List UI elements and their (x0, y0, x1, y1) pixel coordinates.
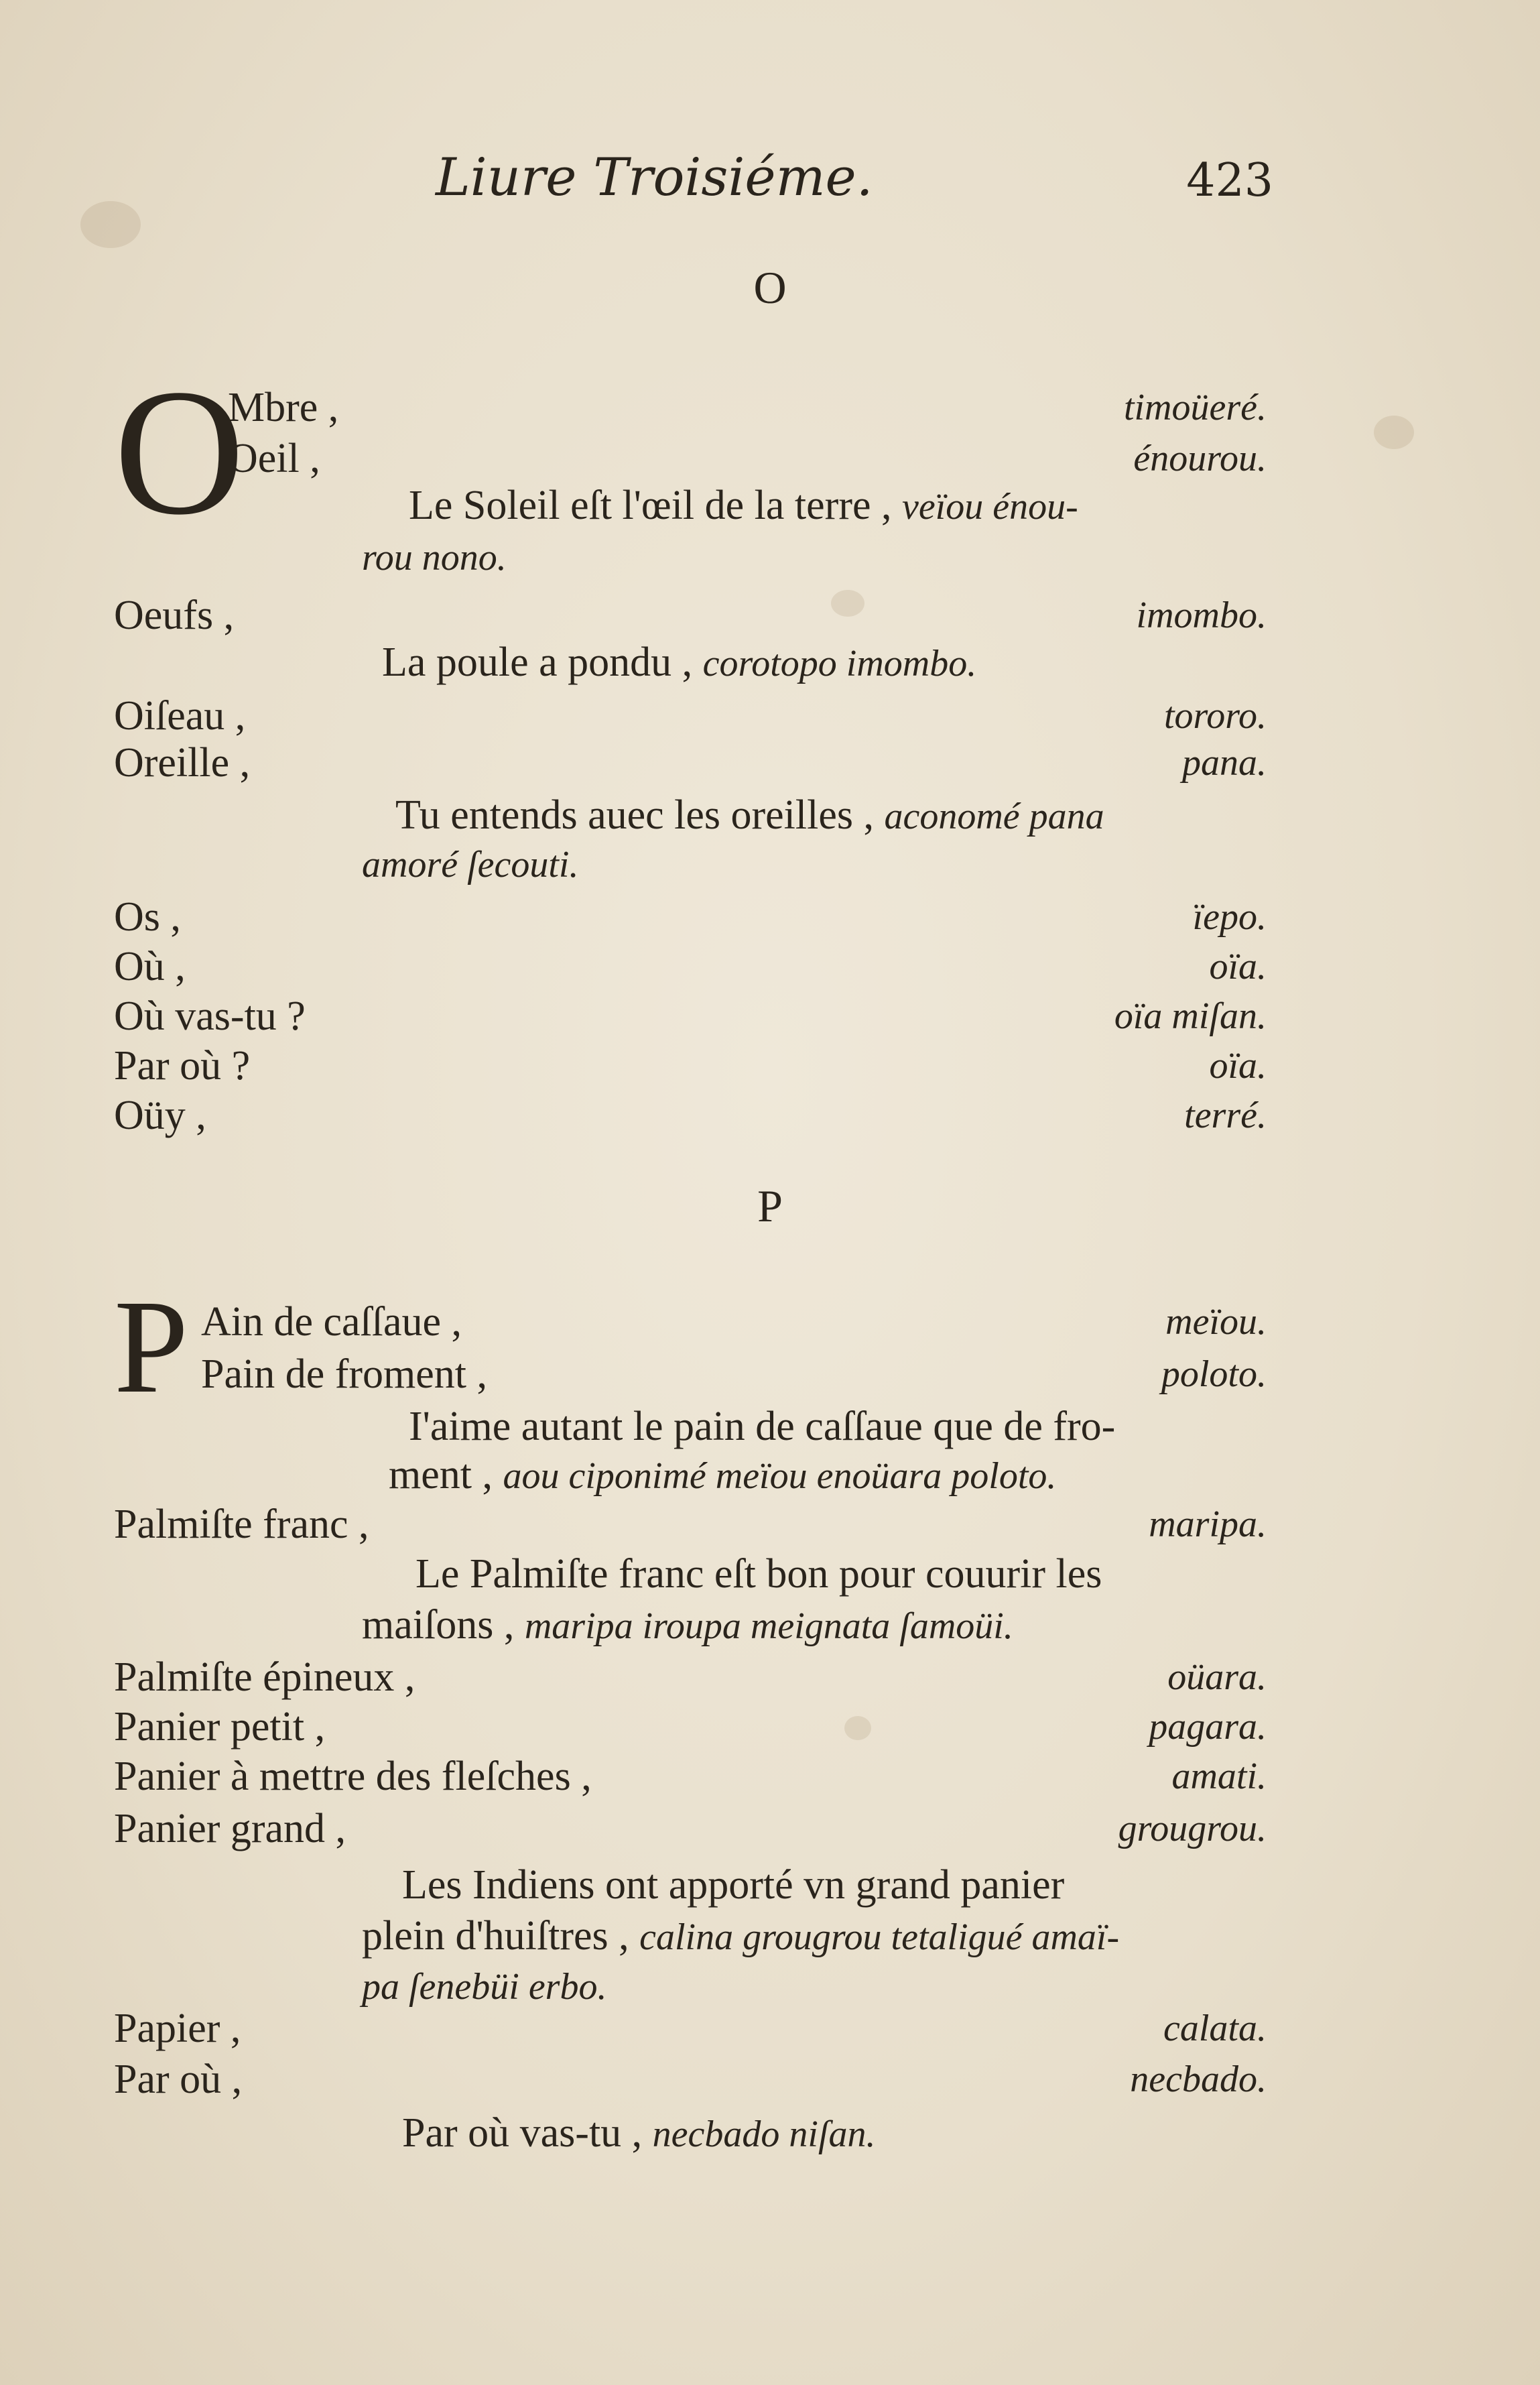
section-heading-o: O (753, 262, 787, 313)
french-term: Oeufs , (114, 593, 235, 638)
example-galibi: aou ciponimé meïou enoüara poloto. (503, 1455, 1057, 1497)
galibi-term: énourou. (1133, 438, 1267, 479)
french-term: Ain de caſſaue , (201, 1299, 462, 1345)
entry-line (114, 2054, 1267, 2105)
galibi-term: oïa. (1209, 946, 1267, 987)
galibi-term: pana. (1182, 742, 1267, 784)
french-term: Os , (114, 894, 181, 940)
entry-line (201, 1296, 1267, 1347)
example-sentence (409, 480, 1313, 532)
example-galibi: amoré ſecouti. (362, 844, 579, 885)
example-sentence (402, 2107, 1307, 2160)
entry-line (114, 1751, 1267, 1802)
example-french: Le Palmiſte franc eſt bon pour couurir les (415, 1551, 1102, 1597)
entry-line (114, 892, 1267, 942)
galibi-term: timoüeré. (1123, 387, 1267, 428)
example-continuation (362, 531, 1267, 583)
page-header (402, 147, 1273, 221)
example-galibi: maripa iroupa meignata ſamoüi. (524, 1605, 1013, 1647)
example-french: Le Soleil eſt l'œil de la terre , (409, 483, 892, 528)
french-term: Où , (114, 944, 186, 989)
galibi-term: terré. (1184, 1095, 1267, 1136)
french-term: Oeil , (228, 436, 320, 481)
example-continuation (389, 1449, 1293, 1502)
galibi-term: oüara. (1167, 1656, 1267, 1698)
entry-line (114, 941, 1267, 992)
galibi-term: tororo. (1164, 695, 1267, 737)
entry-line (114, 1803, 1267, 1854)
entry-line (114, 991, 1267, 1042)
entry-line (228, 382, 1267, 433)
drop-cap-p: P (114, 1273, 189, 1421)
example-sentence (382, 637, 1287, 689)
galibi-term: amati. (1171, 1756, 1267, 1797)
example-french: La poule a pondu , (382, 639, 693, 685)
entry-line (114, 2003, 1267, 2054)
example-galibi: necbado niſan. (652, 2114, 876, 2155)
entry-line (201, 1349, 1267, 1400)
entry-line (114, 1499, 1267, 1550)
french-term: Palmiſte franc , (114, 1502, 369, 1547)
galibi-term: grougrou. (1118, 1808, 1267, 1849)
page-number: 423 (1186, 154, 1273, 207)
example-galibi: corotopo imombo. (702, 643, 977, 684)
example-french: Par où vas-tu , (402, 2110, 643, 2156)
paper-stain (1374, 416, 1414, 449)
example-french: plein d'huiſtres , (362, 1913, 629, 1959)
example-sentence (415, 1548, 1320, 1599)
galibi-term: pagara. (1149, 1706, 1267, 1748)
example-continuation (362, 838, 1267, 890)
entry-line (228, 433, 1267, 484)
example-french: maiſons , (362, 1602, 515, 1648)
french-term: Panier grand , (114, 1806, 346, 1851)
french-term: Oiſeau , (114, 693, 246, 739)
french-term: Oüy , (114, 1093, 206, 1138)
example-galibi: pa ſenebüi erbo. (362, 1966, 607, 2008)
galibi-term: maripa. (1149, 1504, 1267, 1545)
paper-stain (80, 201, 141, 248)
galibi-term: oïa miſan. (1114, 995, 1267, 1037)
example-sentence (395, 790, 1300, 842)
example-continuation (362, 1910, 1267, 1963)
section-heading-p: P (757, 1180, 783, 1231)
french-term: Où vas-tu ? (114, 993, 306, 1039)
running-title: Liure Troisiéme. (436, 147, 873, 208)
french-term: Panier petit , (114, 1704, 326, 1750)
example-continuation (362, 1599, 1267, 1652)
example-galibi: calina grougrou tetaligué amaï- (639, 1916, 1120, 1958)
french-term: Panier à mettre des fleſches , (114, 1754, 592, 1799)
example-french: ment , (389, 1452, 493, 1497)
drop-cap-o: O (114, 352, 245, 552)
entry-line (114, 590, 1267, 641)
galibi-term: necbado. (1130, 2059, 1267, 2100)
example-sentence (409, 1401, 1313, 1452)
french-term: Palmiſte épineux , (114, 1654, 415, 1700)
example-galibi: rou nono. (362, 537, 507, 578)
entry-line (114, 690, 1267, 741)
example-sentence (402, 1859, 1307, 1910)
french-term: Par où ? (114, 1043, 251, 1089)
galibi-term: poloto. (1161, 1353, 1267, 1395)
french-term: Pain de froment , (201, 1351, 488, 1397)
french-term: Par où , (114, 2057, 243, 2102)
entry-line (114, 1701, 1267, 1752)
french-term: Papier , (114, 2006, 241, 2051)
galibi-term: calata. (1163, 2008, 1267, 2049)
galibi-term: imombo. (1136, 595, 1267, 636)
galibi-term: oïa. (1209, 1045, 1267, 1087)
galibi-term: meïou. (1165, 1301, 1267, 1343)
entry-line (114, 1090, 1267, 1141)
example-french: Tu entends auec les oreilles , (395, 792, 874, 838)
french-term: Mbre , (228, 385, 339, 430)
french-term: Oreille , (114, 740, 251, 786)
galibi-term: ïepo. (1192, 896, 1267, 938)
entry-line (114, 1040, 1267, 1091)
example-french: Les Indiens ont apporté vn grand panier (402, 1862, 1065, 1908)
example-galibi: aconomé pana (884, 796, 1104, 837)
entry-line (114, 737, 1267, 788)
example-french: I'aime autant le pain de caſſaue que de fro- (409, 1404, 1116, 1449)
example-galibi: veïou énou- (901, 486, 1078, 528)
entry-line (114, 1652, 1267, 1703)
